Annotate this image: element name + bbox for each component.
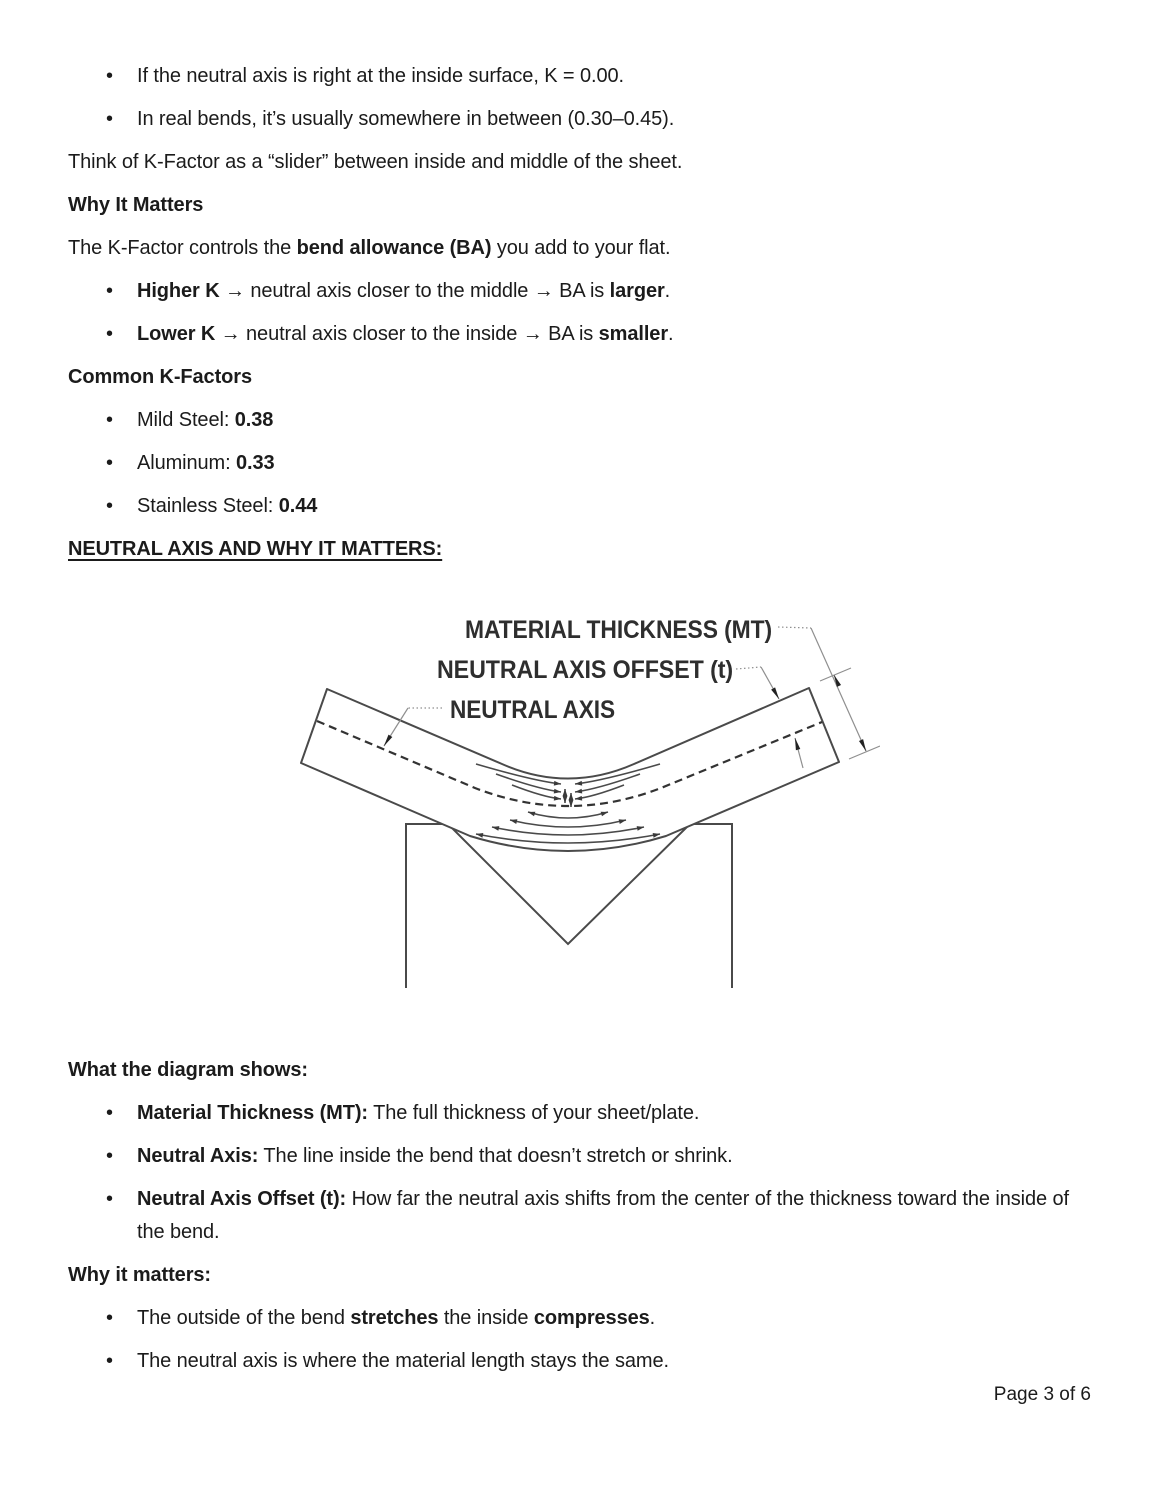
text-segment: . bbox=[664, 280, 671, 302]
heading-text: NEUTRAL AXIS AND WHY IT MATTERS: bbox=[68, 538, 443, 560]
text-segment: you add to your flat. bbox=[491, 237, 671, 259]
text-segment: . bbox=[668, 323, 674, 345]
bullet-aluminum bbox=[68, 447, 1091, 480]
text-segment-bold: Lower K bbox=[137, 323, 216, 345]
text-segment: → neutral axis closer to the middle → BA is bbox=[219, 280, 610, 302]
heading-text: Why it matters: bbox=[68, 1264, 211, 1286]
term-desc: The full thickness of your sheet/plate. bbox=[367, 1102, 700, 1124]
heading-diagram-shows bbox=[68, 1054, 1091, 1087]
term-desc: How far the neutral axis shifts from the center of the thickness toward the inside of the bend. bbox=[137, 1188, 1069, 1243]
bullet-stainless-steel bbox=[68, 490, 1091, 523]
kfactor-label: Mild Steel: bbox=[137, 409, 235, 431]
term-bold: Material Thickness (MT): bbox=[137, 1102, 368, 1124]
kfactor-label: Stainless Steel: bbox=[137, 495, 279, 517]
page-number: Page 3 of 6 bbox=[993, 1384, 1091, 1405]
kfactor-value: 0.44 bbox=[278, 495, 318, 517]
term-bold: Neutral Axis: bbox=[137, 1145, 259, 1167]
bullet-real-bends bbox=[68, 103, 1091, 136]
heading-text: What the diagram shows: bbox=[68, 1059, 308, 1081]
heading-common-kfactors bbox=[68, 361, 1091, 394]
text-segment-bold: larger bbox=[609, 280, 665, 302]
bend-diagram bbox=[280, 596, 880, 996]
bullet-text: In real bends, it’s usually somewhere in between (0.30–0.45). bbox=[137, 108, 675, 130]
neutral-axis-offset-label: NEUTRAL AXIS OFFSET (t) bbox=[437, 656, 733, 684]
kfactor-value: 0.38 bbox=[234, 409, 274, 431]
bullet-higher-k bbox=[68, 275, 1091, 308]
para-text: Think of K-Factor as a “slider” between inside and middle of the sheet. bbox=[68, 151, 683, 173]
bullet-text: The neutral axis is where the material length stays the same. bbox=[137, 1350, 669, 1372]
bullet-neutral-axis bbox=[68, 1140, 1091, 1173]
term-desc: The line inside the bend that doesn’t stretch or shrink. bbox=[258, 1145, 733, 1167]
bullet-text: If the neutral axis is right at the inside surface, K = 0.00. bbox=[137, 65, 624, 87]
heading-why-it-matters-2 bbox=[68, 1259, 1091, 1292]
text-segment-bold: compresses bbox=[533, 1307, 650, 1329]
kfactor-label: Aluminum: bbox=[137, 452, 237, 474]
text-segment-bold: smaller bbox=[598, 323, 669, 345]
bullet-length-same bbox=[68, 1345, 1091, 1378]
para-controls bbox=[68, 232, 1091, 265]
text-segment: The outside of the bend bbox=[137, 1307, 351, 1329]
bullet-stretch-compress bbox=[68, 1302, 1091, 1335]
bend-diagram-figure bbox=[68, 596, 1091, 996]
heading-text: Common K-Factors bbox=[68, 366, 252, 388]
para-slider bbox=[68, 146, 1091, 179]
text-segment: the inside bbox=[438, 1307, 534, 1329]
text-segment: → neutral axis closer to the inside → BA is bbox=[215, 323, 599, 345]
bullet-lower-k bbox=[68, 318, 1091, 351]
bullet-inside-surface bbox=[68, 60, 1091, 93]
heading-neutral-axis bbox=[68, 533, 1091, 566]
material-thickness-label: MATERIAL THICKNESS (MT) bbox=[465, 616, 772, 644]
text-segment-bold: stretches bbox=[350, 1307, 439, 1329]
term-bold: Neutral Axis Offset (t): bbox=[137, 1188, 347, 1210]
text-segment: The K-Factor controls the bbox=[68, 237, 297, 259]
heading-why-it-matters bbox=[68, 189, 1091, 222]
text-segment-bold: Higher K bbox=[137, 280, 220, 302]
neutral-axis-label: NEUTRAL AXIS bbox=[450, 696, 615, 724]
text-segment-bold: bend allowance (BA) bbox=[296, 237, 492, 259]
kfactor-value: 0.33 bbox=[236, 452, 275, 474]
bullet-material-thickness bbox=[68, 1097, 1091, 1130]
bullet-neutral-axis-offset bbox=[68, 1183, 1091, 1249]
bullet-mild-steel bbox=[68, 404, 1091, 437]
heading-text: Why It Matters bbox=[68, 194, 204, 216]
text-segment: . bbox=[649, 1307, 656, 1329]
